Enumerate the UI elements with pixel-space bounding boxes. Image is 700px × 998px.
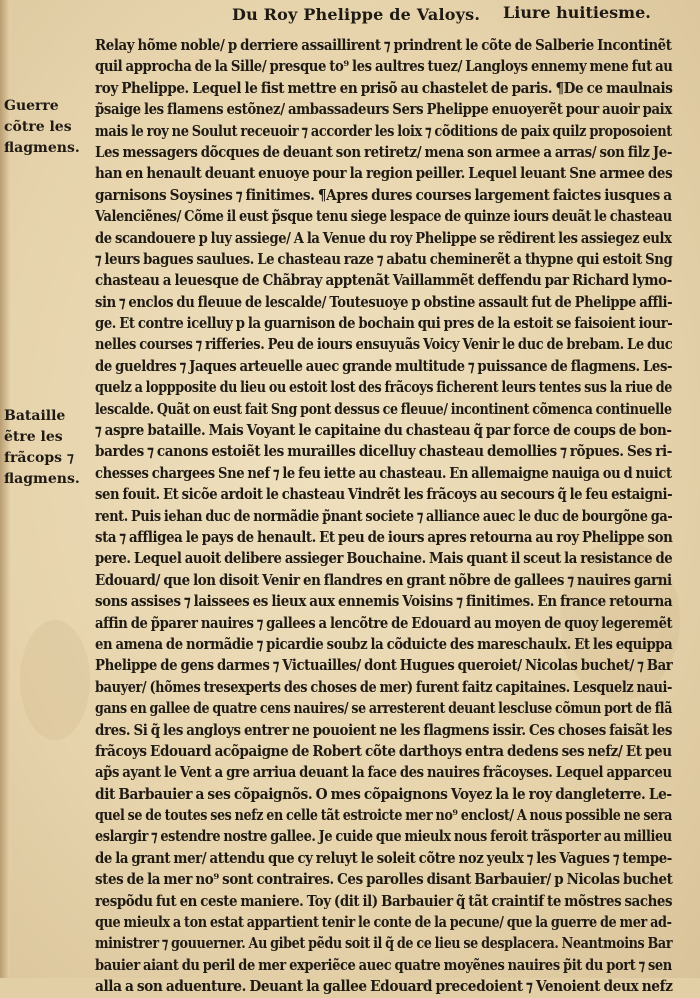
text-line: Valenciẽnes/ Cõme il eust p̃sque tenu siege lespace de quinze iours deuãt le chasteau [95, 208, 672, 226]
text-line: Phelippe de gens darmes ⁊ Victuailles/ dont Hugues queroiet/ Nicolas buchet/ ⁊ Bar [95, 657, 673, 675]
text-line: chasteau a leuesque de Chãbray apptenãt Vaillammẽt deffendu par Richard lymo- [95, 272, 672, 290]
book-label: Liure huitiesme. [503, 3, 651, 22]
text-line: sin ⁊ enclos du fleuue de lescalde/ Toutesuoye p obstine assault fut de Phelippe affli- [95, 293, 673, 311]
text-line: ge. Et contre icelluy p la guarnison de bochain qui pres de la estoit se faisoient iour- [95, 315, 673, 333]
text-line: dit Barbauier a ses cõpaignõs. O mes cõpaignons Voyez la le roy dangleterre. Le- [95, 785, 672, 803]
text-line: respõdu fut en ceste maniere. Toy (dit il) Barbauier q̃ tãt craintif te mõstres saches [95, 892, 673, 910]
text-line: que mieulx a ton estat appartient tenir le conte de la pecune/ que la guerre de mer ad- [95, 914, 672, 932]
main-text-column [95, 35, 672, 998]
text-line: frãcoys Edouard acõpaigne de Robert cõte darthoys entra dedens ses nefz/ Et peu [95, 742, 672, 760]
text-line: nelles courses ⁊ rifferies. Peu de iours ensuyuãs Voicy Venir le duc de brebam. Le duc [95, 336, 673, 354]
text-line: ministrer ⁊ gouuerner. Au gibet pẽdu soit il q̃ de ce lieu se desplacera. Neantmoins Bar [95, 935, 673, 953]
text-line: sta ⁊ affligea le pays de henault. Et peu de iours apres retourna au roy Phelippe son [95, 528, 673, 546]
text-line: p̃saige les flamens estõnez/ ambassadeurs Sers Phelippe enuoyerẽt pour auoir paix [95, 101, 672, 119]
running-head: Du Roy Phelippe de Valoys. [232, 5, 481, 24]
text-line: en amena de normãdie ⁊ picardie soubz la cõduicte des mareschaulx. Et les equippa [95, 635, 673, 653]
text-line: de gueldres ⁊ Jaques arteuelle auec grande multitude ⁊ puissance de flagmens. Les- [95, 357, 673, 375]
text-line: de scandouere p luy assiege/ A la Venue du roy Phelippe se rẽdirent les assiegez eulx [95, 229, 672, 247]
text-line: ⁊ aspre bataille. Mais Voyant le capitaine du chasteau q̃ par force de coups de bon- [95, 422, 672, 440]
text-line: han en henault deuant enuoye pour la region peiller. Lequel leuant Sne armee des [95, 165, 673, 183]
paper-stain [20, 620, 90, 740]
text-line: dres. Si q̃ les angloys entrer ne pouoient ne les flagmens issir. Ces choses faisãt les [95, 721, 672, 739]
text-line: sons assises ⁊ laissees es lieux aux ennemis Voisins ⁊ finitimes. En france retourna [95, 593, 673, 611]
text-line: roy Phelippe. Lequel le fist mettre en prisõ au chastelet de paris. ¶De ce maulnais [95, 79, 673, 97]
text-line: stes de la mer no⁹ sont contraires. Ces parolles disant Barbauier/ p Nicolas buchet [95, 871, 673, 889]
text-line: ap̃s ayant le Vent a gre arriua deuant la face des nauires frãcoyses. Lequel apparceu [95, 764, 672, 782]
text-line: quil approcha de la Sille/ presque to⁹ les aultres tuez/ Langloys ennemy mene fut au [95, 58, 673, 76]
text-line: bauier aiant du peril de mer experiẽce auec quatre moyẽnes nauires p̃it du port ⁊ sen [95, 956, 672, 974]
text-line: gans en gallee de quatre cens nauires/ se arresterent deuant lescluse cõmun port de flã [95, 700, 672, 718]
text-line: Edouard/ que lon disoit Venir en flandres en grant nõbre de gallees ⁊ nauires garni [95, 571, 672, 589]
margin-note-guerre: Guerre cõtre les flagmens. [4, 98, 80, 156]
text-line: garnisons Soysines ⁊ finitimes. ¶Apres dures courses largement faictes iusques a [95, 186, 672, 204]
margin-note-bataille: Bataille ẽtre les frãcops ⁊ flagmens. [4, 408, 80, 487]
text-line: de la grant mer/ attendu que cy reluyt le soleit cõtre noz yeulx ⁊ les Vagues ⁊ tempe- [95, 849, 672, 867]
text-line: rent. Puis iehan duc de normãdie p̃nant societe ⁊ alliance auec le duc de bourgõne ga- [95, 507, 673, 525]
text-line: quel se de toutes ses nefz en celle tãt estroicte mer no⁹ enclost/ A nous possible ne sera [95, 807, 672, 825]
text-line: Relay hõme noble/ p derriere assaillirent ⁊ prindrent le cõte de Salberie Incontinẽt [95, 37, 672, 54]
text-line: alla a son aduenture. Deuant la gallee Edouard precedoient ⁊ Venoient deux nefz [95, 978, 673, 996]
text-line: affin de p̃parer nauires ⁊ gallees a lencõtre de Edouard au moyen de quoy legeremẽt [95, 614, 673, 632]
text-line: mais le roy ne Soulut receuoir ⁊ accorder les loix ⁊ cõditions de paix quilz proposoient [95, 122, 672, 140]
text-line: Les messagers dõcques de deuant son retiretz/ mena son armee a arras/ son filz Je- [95, 143, 672, 161]
text-line: pere. Lequel auoit delibere assieger Bouchaine. Mais quant il sceut la resistance de [95, 550, 673, 568]
page-header [0, 5, 700, 27]
text-line: bardes ⁊ canons estoiẽt les murailles dicelluy chasteau demollies ⁊ rõpues. Ses ri- [95, 443, 672, 461]
text-line: chesses chargees Sne nef ⁊ le feu iette au chasteau. En allemaigne nauiga ou d nuict [95, 464, 672, 482]
text-line: eslargir ⁊ estendre nostre gallee. Je cuide que mieulx nous feroit trãsporter au millieu [95, 828, 672, 846]
text-line: quelz a loppposite du lieu ou estoit lost des frãcoys ficherent leurs tentes sus la riue de [95, 379, 673, 397]
text-line: lescalde. Quãt on eust fait Sng pont dessus ce fleuue/ incontinent cõmenca continuelle [95, 400, 672, 418]
text-line: ⁊ leurs bagues saulues. Le chasteau raze ⁊ abatu cheminerẽt a thypne qui estoit Sng [95, 250, 673, 268]
text-line: sen fouit. Et sicõe ardoit le chasteau Vindrẽt les frãcoys au secours q̃ le feu estaigni- [95, 486, 673, 504]
text-line: bauyer/ (hõmes tresexperts des choses de mer) furent faitz capitaines. Lesquelz naui- [95, 678, 672, 696]
